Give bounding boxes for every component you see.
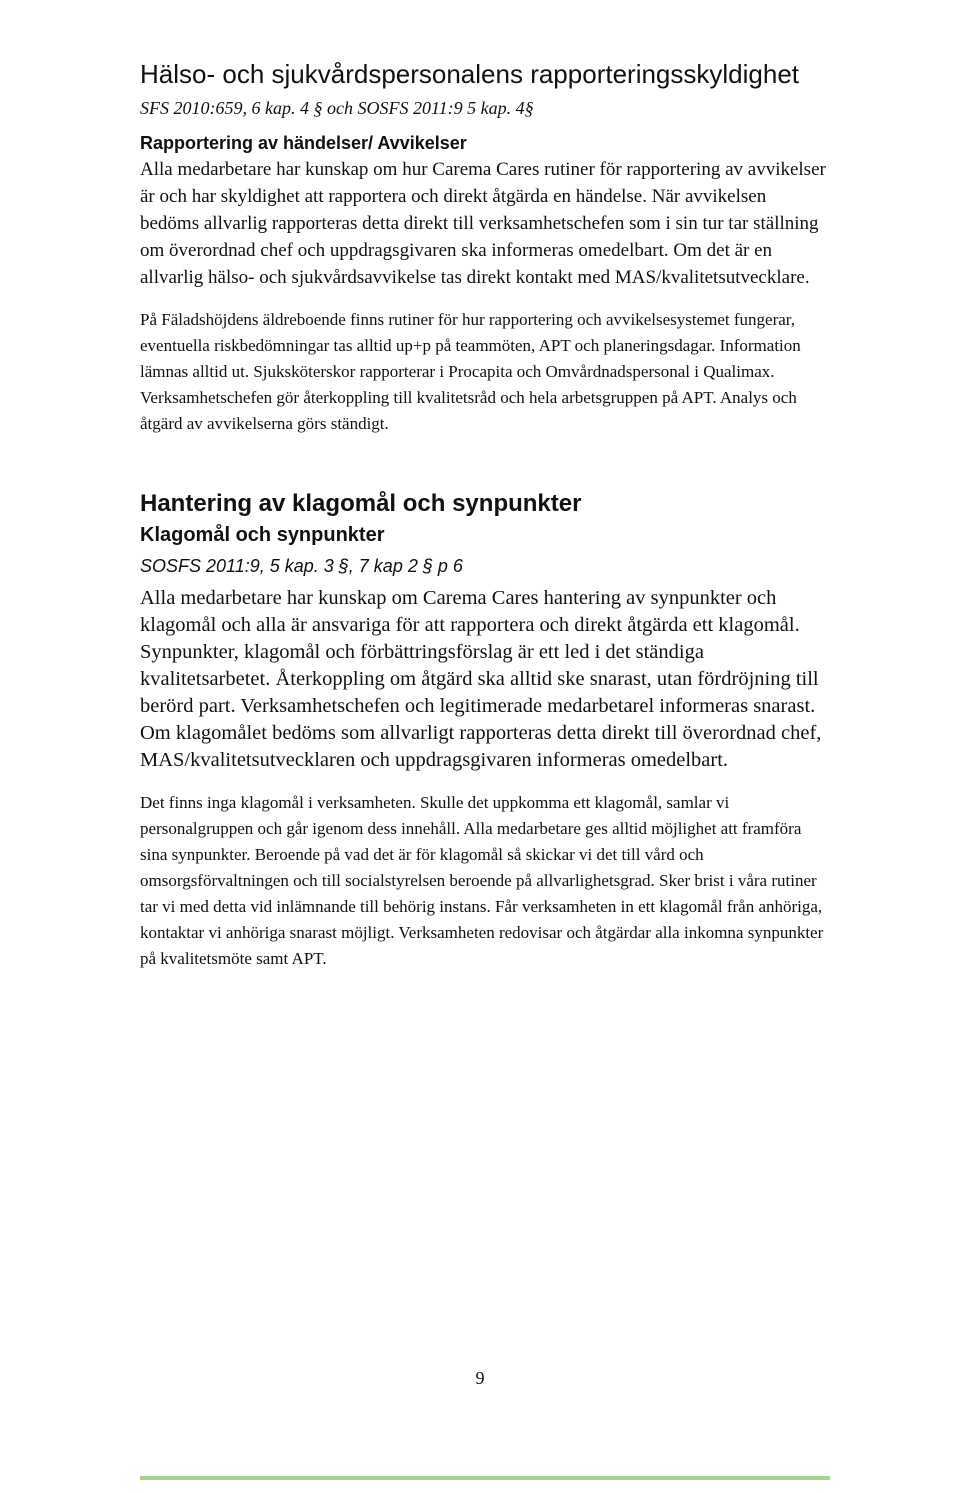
section-title-complaints: Hantering av klagomål och synpunkter <box>140 490 582 517</box>
paragraph-reporting-routines: Alla medarbetare har kunskap om hur Carema Cares rutiner för rapportering av avvikelser är och har skyldighet att rapportera och direkt åtgärda en händelse. När avvikelsen bedöms allvarlig rapporteras detta direkt till verksamhetschefen som i sin tur tar ställning om överordnad chef och uppdragsgivaren ska informeras omedelbart. Om det är en allvarlig hälso- och sjukvårdsavvikelse tas direkt kontakt med MAS/kvalitetsutvecklare. <box>140 159 826 288</box>
section-title-reporting: Hälso- och sjukvårdspersonalens rapporteringsskyldighet <box>140 59 800 89</box>
legal-reference-complaints: SOSFS 2011:9, 5 kap. 3 §, 7 kap 2 § p 6 <box>140 556 463 576</box>
subheading-deviations: Rapportering av händelser/ Avvikelser <box>140 133 467 153</box>
subtitle-complaints: Klagomål och synpunkter <box>140 524 385 546</box>
paragraph-complaints-handling: Alla medarbetare har kunskap om Carema Cares hantering av synpunkter och klagomål och alla är ansvariga för att rapportera och direkt åtgärda ett klagomål. Synpunkter, klagomål och förbättringsförslag är ett led i det ständiga kvalitetsarbetet. Återkoppling om åtgärd ska alltid ske snarast, utan fördröjning till berörd part. Verksamhetschefen och legitimerade medarbetarel informeras snarast. Om klagomålet bedöms som allvarligt rapporteras detta direkt till överordnad chef, MAS/kvalitetsutvecklaren och uppdragsgivaren informeras omedelbart. <box>140 587 822 771</box>
paragraph-faladshojden-routines: På Fäladshöjdens äldreboende finns rutiner för hur rapportering och avvikelsesystemet fungerar, eventuella riskbedömningar tas alltid up+p på teammöten, APT och planeringsdagar. Information lämnas alltid ut. Sjuksköterskor rapporterar i Procapita och Omvårdnadspersonal i Qualimax. Verksamhetschefen gör återkoppling till kvalitetsråd och hela arbetsgruppen på APT. Analys och åtgärd av avvikelserna görs ständigt. <box>140 310 801 433</box>
page-number: 9 <box>475 1368 485 1388</box>
footer-rule <box>140 1476 830 1480</box>
paragraph-complaints-status: Det finns inga klagomål i verksamheten. Skulle det uppkomma ett klagomål, samlar vi personalgruppen och går igenom dess innehåll. Alla medarbetare ges alltid möjlighet att framföra sina synpunkter. Beroende på vad det är för klagomål så skickar vi det till vård och omsorgsförvaltningen och till socialstyrelsen beroende på allvarlighetsgrad. Sker brist i våra rutiner tar vi med detta vid inlämnande till behörig instans. Får verksamheten in ett klagomål från anhöriga, kontaktar vi anhöriga snarast möjligt. Verksamheten redovisar och åtgärdar alla inkomna synpunkter på kvalitetsmöte samt APT. <box>140 793 824 968</box>
legal-reference-reporting: SFS 2010:659, 6 kap. 4 § och SOSFS 2011:9 5 kap. 4§ <box>140 98 534 118</box>
page-content <box>140 58 830 972</box>
